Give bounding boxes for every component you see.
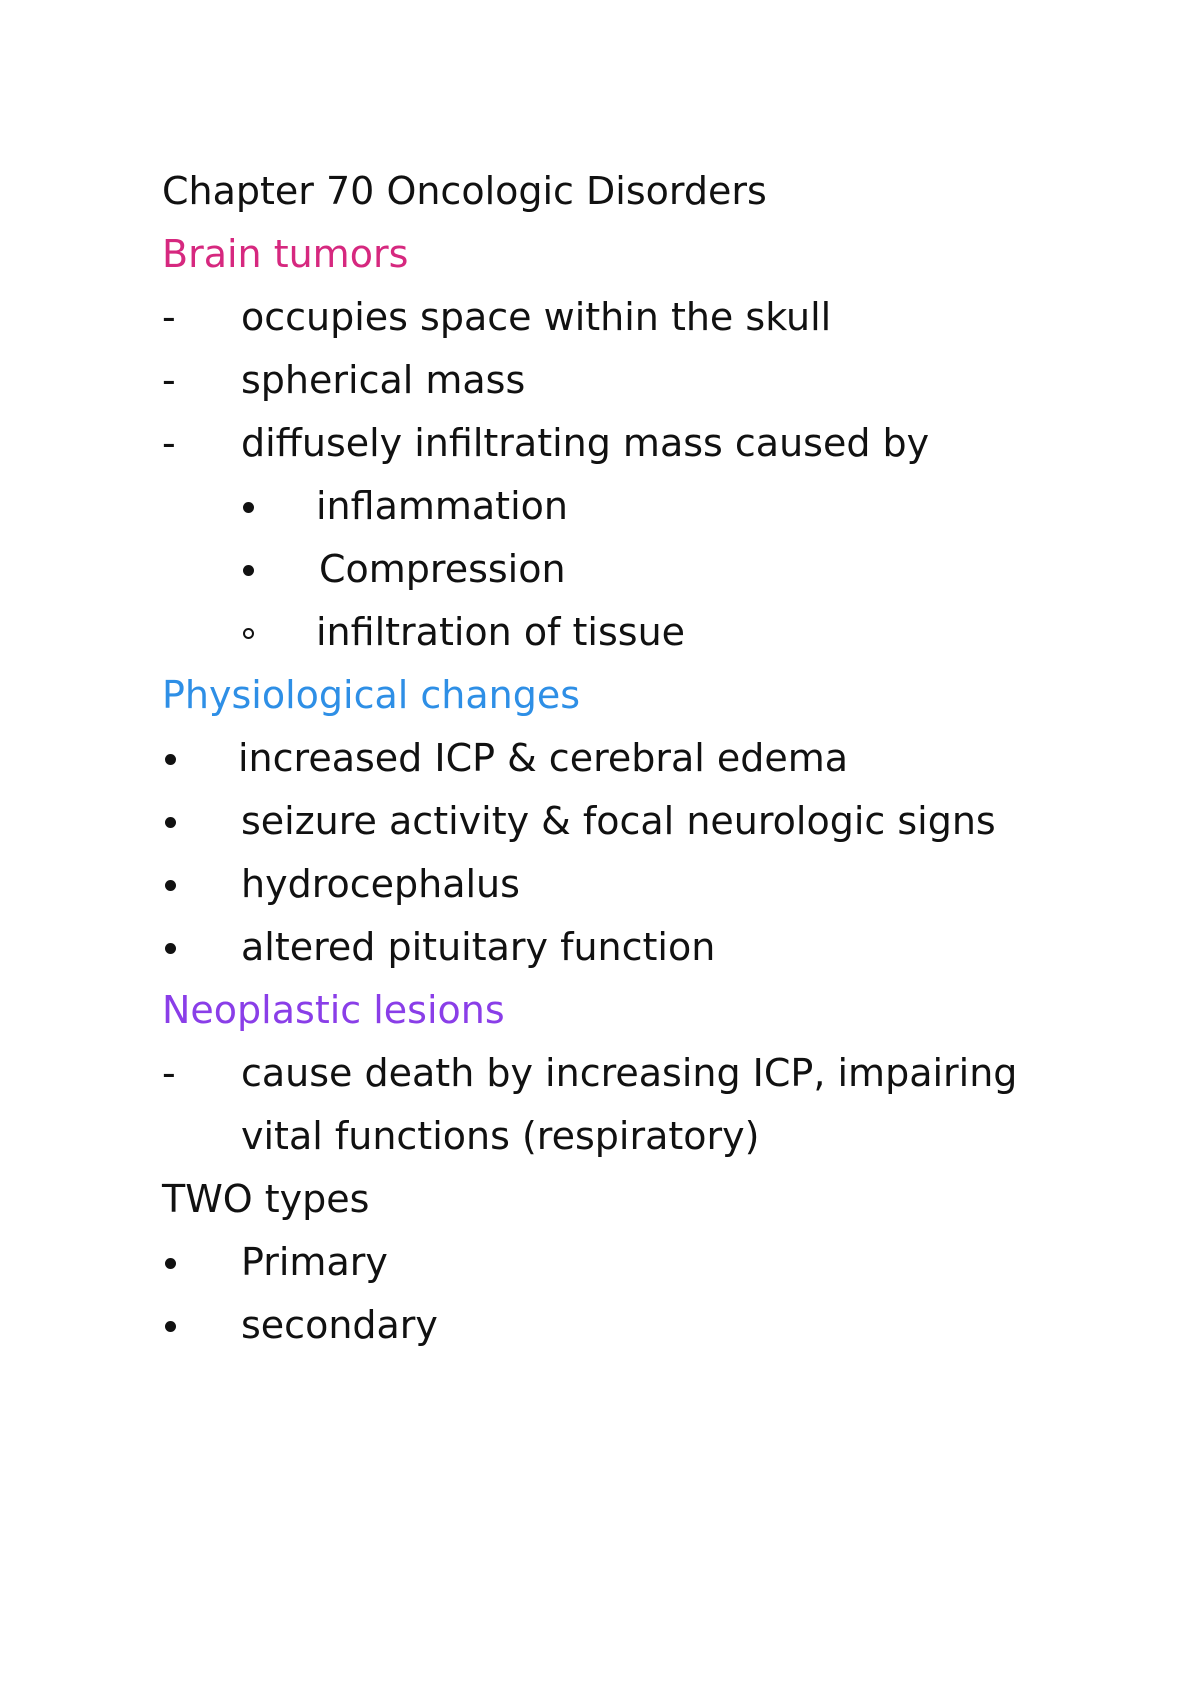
heading-text: Brain tumors [162,232,409,276]
dash-marker: - [162,295,176,339]
bullet-icon [165,943,176,954]
hollow-bullet-icon [243,628,254,639]
sub-list-item-text: infiltration of tissue [316,610,686,654]
list-item-text: hydrocephalus [241,862,520,906]
heading-text: TWO types [162,1177,370,1221]
bullet-icon [165,754,176,765]
sub-list-item-text: inflammation [316,484,568,528]
list-item-text: altered pituitary function [241,925,716,969]
bullet-icon [165,1258,176,1269]
list-item-text: spherical mass [241,358,526,402]
bullet-icon [243,502,254,513]
sub-list-item-text: Compression [319,547,566,591]
title-text: Chapter 70 Oncologic Disorders [162,169,767,213]
list-item-text: Primary [241,1240,388,1284]
bullet-icon [243,565,254,576]
list-item-text: cause death by increasing ICP, impairing [241,1051,1018,1095]
list-item-text: diffusely infiltrating mass caused by [241,421,930,465]
dash-marker: - [162,1051,176,1095]
list-item-text: increased ICP & cerebral edema [238,736,849,780]
list-item-text: secondary [241,1303,438,1347]
heading-text: Neoplastic lesions [162,988,505,1032]
list-item-text: vital functions (respiratory) [241,1114,760,1158]
heading-text: Physiological changes [162,673,581,717]
list-item-text: occupies space within the skull [241,295,832,339]
bullet-icon [165,817,176,828]
bullet-icon [165,880,176,891]
bullet-icon [165,1321,176,1332]
list-item-text: seizure activity & focal neurologic signs [241,799,996,843]
dash-marker: - [162,358,176,402]
dash-marker: - [162,421,176,465]
